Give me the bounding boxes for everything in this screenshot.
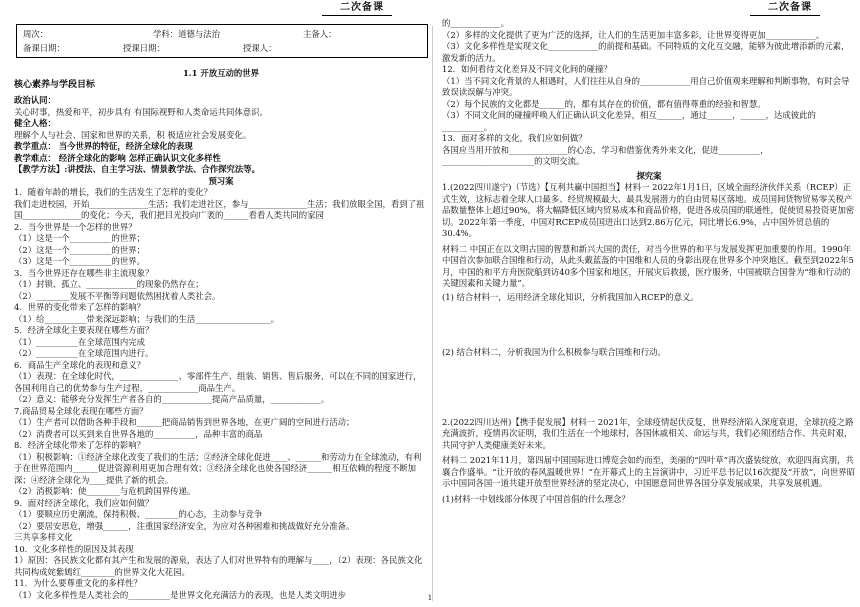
preview-line: （1）封锁、孤立、____________的现象仍然存在； [14, 279, 204, 289]
preview-line: （1）文化多样性是人类社会的__________是世界文化充满活力的表现，也是人类文明进步 [14, 589, 346, 600]
preview-line: （3）这是一个__________的世界。 [14, 256, 145, 266]
preview-line: 9．面对经济全球化，我们应如何做？ [14, 497, 154, 508]
preview-continued-line: （2）多样的文化提供了更为广泛的选择，让人们的生活更加丰富多彩，让世界变得更加____________。 [442, 29, 825, 40]
page-number: 1 [427, 594, 433, 602]
preview-line: （1）给__________带来深远影响；与我们的生活__________________。 [14, 313, 279, 324]
info-box [16, 24, 428, 58]
info-preparer: 主备人： [303, 29, 337, 40]
preview-questions-continued [442, 18, 856, 168]
preview-line: 8．经济全球化带来了怎样的影响？ [14, 440, 145, 450]
preview-line: 5．经济全球化主要表现在哪些方面？ [14, 325, 154, 335]
preview-line: 三共享多样文化 [14, 532, 73, 542]
explore-questions [442, 182, 856, 505]
preview-line: 1．随着年龄的增长，我们的生活发生了怎样的变化？ [14, 187, 212, 197]
preview-line: （1）生产者可以借助各种手段和______把商品销售到世界各地，在更广阔的空间进行活动； [14, 417, 355, 427]
info-prep-date: 备课日期： [23, 43, 65, 54]
preview-questions [14, 187, 428, 601]
column-divider [432, 26, 433, 601]
preview-continued-line: 12．如何看待文化差异及不同文化间的碰撞？ [442, 64, 612, 74]
preview-line: （2）消极影响：使________与危机跨国界传递。 [14, 486, 196, 496]
header-title: 二次备课 [322, 2, 392, 16]
preview-continued-line: （3）不同文化间的碰撞呼唤人们正确认识文化差异，相互______，通过______，______，达成彼此的__________。 [442, 110, 816, 132]
explore-line: (1) 结合材料一，运用经济全球化知识，分析我国加入RCEP的意义。 [442, 291, 699, 302]
jianquan-label: 健全人格： [14, 118, 56, 128]
explore-line: 2.(2022四川达州)【携手促发展】材料一 2021年，全球疫情起伏反复，世界经济陷入深度衰退，全球抗疫之路充满波折，疫情再次证明，我们生活在一个地球村，各国休戚相关、命运与共，我们必须团结合作、共克时艰，共同守护人类健康美好未来。 [442, 416, 854, 450]
info-week: 周次： [23, 29, 49, 40]
info-teacher: 授课人： [243, 43, 277, 54]
preview-line: （2）要居安思危，增强______，注重国家经济安全，为应对各种困难和挑战做好充分准备。 [14, 520, 355, 531]
left-header [14, 0, 428, 18]
preview-line: 2．当今世界是一个怎样的世界？ [14, 221, 137, 232]
preview-line: 7.商品贸易全球化表现在哪些方面？ [14, 405, 148, 416]
lesson-title: 1.1 开放互动的世界 [182, 68, 260, 78]
preview-line: 4．世界的变化带来了怎样的影响？ [14, 302, 145, 312]
right-header [442, 0, 856, 18]
preview-line: （2）________发展不平衡等问题依然困扰着人类社会。 [14, 290, 221, 301]
jianquan-text: 理解个人与社会、国家和世界的关系，积 极适应社会发展变化。 [14, 129, 252, 140]
teaching-methods: 【教学方法】:讲授法、自主学习法、情景教学法、合作探究法等。 [14, 164, 260, 174]
header-title-right: 二次备课 [750, 2, 820, 16]
preview-continued-line: 的____________。 [442, 18, 509, 28]
preview-line: （1）要顺应历史潮流，保持积极、________的心态，主动参与竞争 [14, 509, 263, 519]
preview-line: （1）__________在全球范围内完成 [14, 336, 145, 347]
core-title: 核心素养与学段目标 [14, 79, 96, 90]
preview-line: 11．为什么要尊重文化的多样性？ [14, 578, 142, 588]
preview-line: （2）消费者可以买到来自世界各地的__________，品种丰富的商品 [14, 428, 263, 439]
preview-continued-line: （3）文化多样性是实现文化____________的前提和基础。不同特质的文化互交融，能够为彼此增添新的元素，激发新的活力。 [442, 41, 850, 63]
preview-line: 1）原因：各民族文化都有其产生和发展的源泉，表达了人们对世界特有的理解与____，（2）表现：各民族文化共同构成姹紫嫣红________的世界文化大花园。 [14, 555, 423, 577]
info-subject: 学科：道德与法治 [153, 29, 220, 40]
preview-title: 预习案 [208, 175, 234, 186]
preview-continued-line: 13．面对多样的文化，我们应如何做？ [442, 133, 587, 143]
explore-line: 材料二 2021年11月，第四届中国国际进口博览会如约而至，美丽的“四叶草”再次盛装绽放，欢迎四海宾朋，共襄合作盛举。“让开放的春风温暖世界！”在开幕式上的主旨演讲中，习近平总书记以16次提及“开放”，向世界昭示中国同各国一道共建开放型世界经济的坚定决心，中国愿意同世界各国分享发展成果，共享发展机遇。 [442, 455, 856, 488]
preview-line: 我们走进校园，开始______________生活；我们走进社区，参与______________生活；我们放眼全国，看到了祖国______________的变化；今天，我们把目光投向广袤的______看看人类共同的家园 [14, 198, 425, 220]
explore-line: 材料二 中国正在以文明古国的智慧和新兴大国的责任，对当今世界的和平与发展发挥更加重要的作用。1990年中国首次参加联合国维和行动，从此头戴蓝盔的中国维和人员的身影出现在世界多个冲突地区。截至到2022年5月，中国的和平方舟医院船到访40多个国家和地区，开展灾后救援，医疗服务，中国被联合国誉为“维和行动的关键因素和关键力量”。 [442, 243, 854, 288]
preview-line: 3．当今世界还存在哪些非主流现象？ [14, 267, 154, 278]
explore-line: (1)材料一中划线部分体现了中国首倡的什么理念？ [442, 493, 630, 504]
explore-line: 1.(2022四川遂宁)（节选）【互利共赢中国担当】材料一 2022年1月1日，区域全面经济伙伴关系（RCEP）正式生效，这标志着全球人口最多、经贸规模最大、最具发展潜力的自由贸易区落地。成员国间货物贸易零关税产品数量整体上超过90%，将大幅降低区域内贸易成本和商品价格，促进各成员国的联通性，促使贸易投资更加密切。2022年第一季度，中国对RCEP成员国进出口达到2.86万亿元，同比增长6.9%，占中国外贸总值的30.4%。 [442, 182, 855, 238]
explore-line: (2) 结合材料二，分析我国为什么积极参与联合国维和行动。 [442, 347, 666, 357]
preview-line: （2）__________在全球范围内进行。 [14, 348, 154, 358]
right-column [442, 0, 856, 607]
preview-line: （2）意义：能够充分发挥生产者各自的____________提高产品质量，____________。 [14, 394, 330, 404]
zhengzhi-text: 关心时事，热爱和平，初步具有 有国际视野和人类命运共同体意识。 [14, 106, 268, 117]
explore-title: 探究案 [636, 170, 662, 181]
preview-line: （1）积极影响：①经济全球化改变了我们的生活；②经济全球化促进____、______和劳动力在全球流动，有利于在世界范围内______促进资源利用更加合理有效；③经济全球化也使各国经济______相互依赖的程度不断加深；④经济全球化为____提供了新的机会。 [14, 451, 422, 485]
left-column [14, 0, 428, 607]
info-teach-date: 授课日期： [123, 43, 165, 54]
preview-line: （2）这是一个__________的世界； [14, 244, 145, 255]
zhengzhi-label: 政治认同： [14, 95, 56, 105]
preview-line: （1）这是一个__________的世界； [14, 233, 145, 243]
preview-line: （1）表现：在全球化时代，______________、零部件生产、组装、销售、售后服务，可以在不同的国家进行，各国利用自己的优势参与生产过程，____________商品生产。 [14, 371, 422, 393]
preview-line: 6．商品生产全球化的表现和意义？ [14, 359, 145, 370]
teaching-difficulty: 教学难点： 经济全球化的影响 怎样正确认识文化多样性 [14, 152, 221, 163]
preview-continued-line: 各国应当用开放和______________的心态，学习和借鉴优秀外来文化，促进__________，______________________的文明交流。 [442, 144, 769, 166]
teaching-focus: 教学重点： 当今世界的特征，经济全球化的表现 [14, 141, 193, 151]
preview-line: 10．文化多样性的原因及其表现 [14, 543, 134, 554]
preview-continued-line: （1）当不同文化背景的人相遇时，人们往往从自身的____________用自己价值观来理解和判断事物，有时会导致误读误解与冲突。 [442, 75, 850, 97]
preview-continued-line: （2）每个民族的文化都是______的，都有其存在的价值，都有值得尊重的经验和智慧。 [442, 98, 766, 109]
